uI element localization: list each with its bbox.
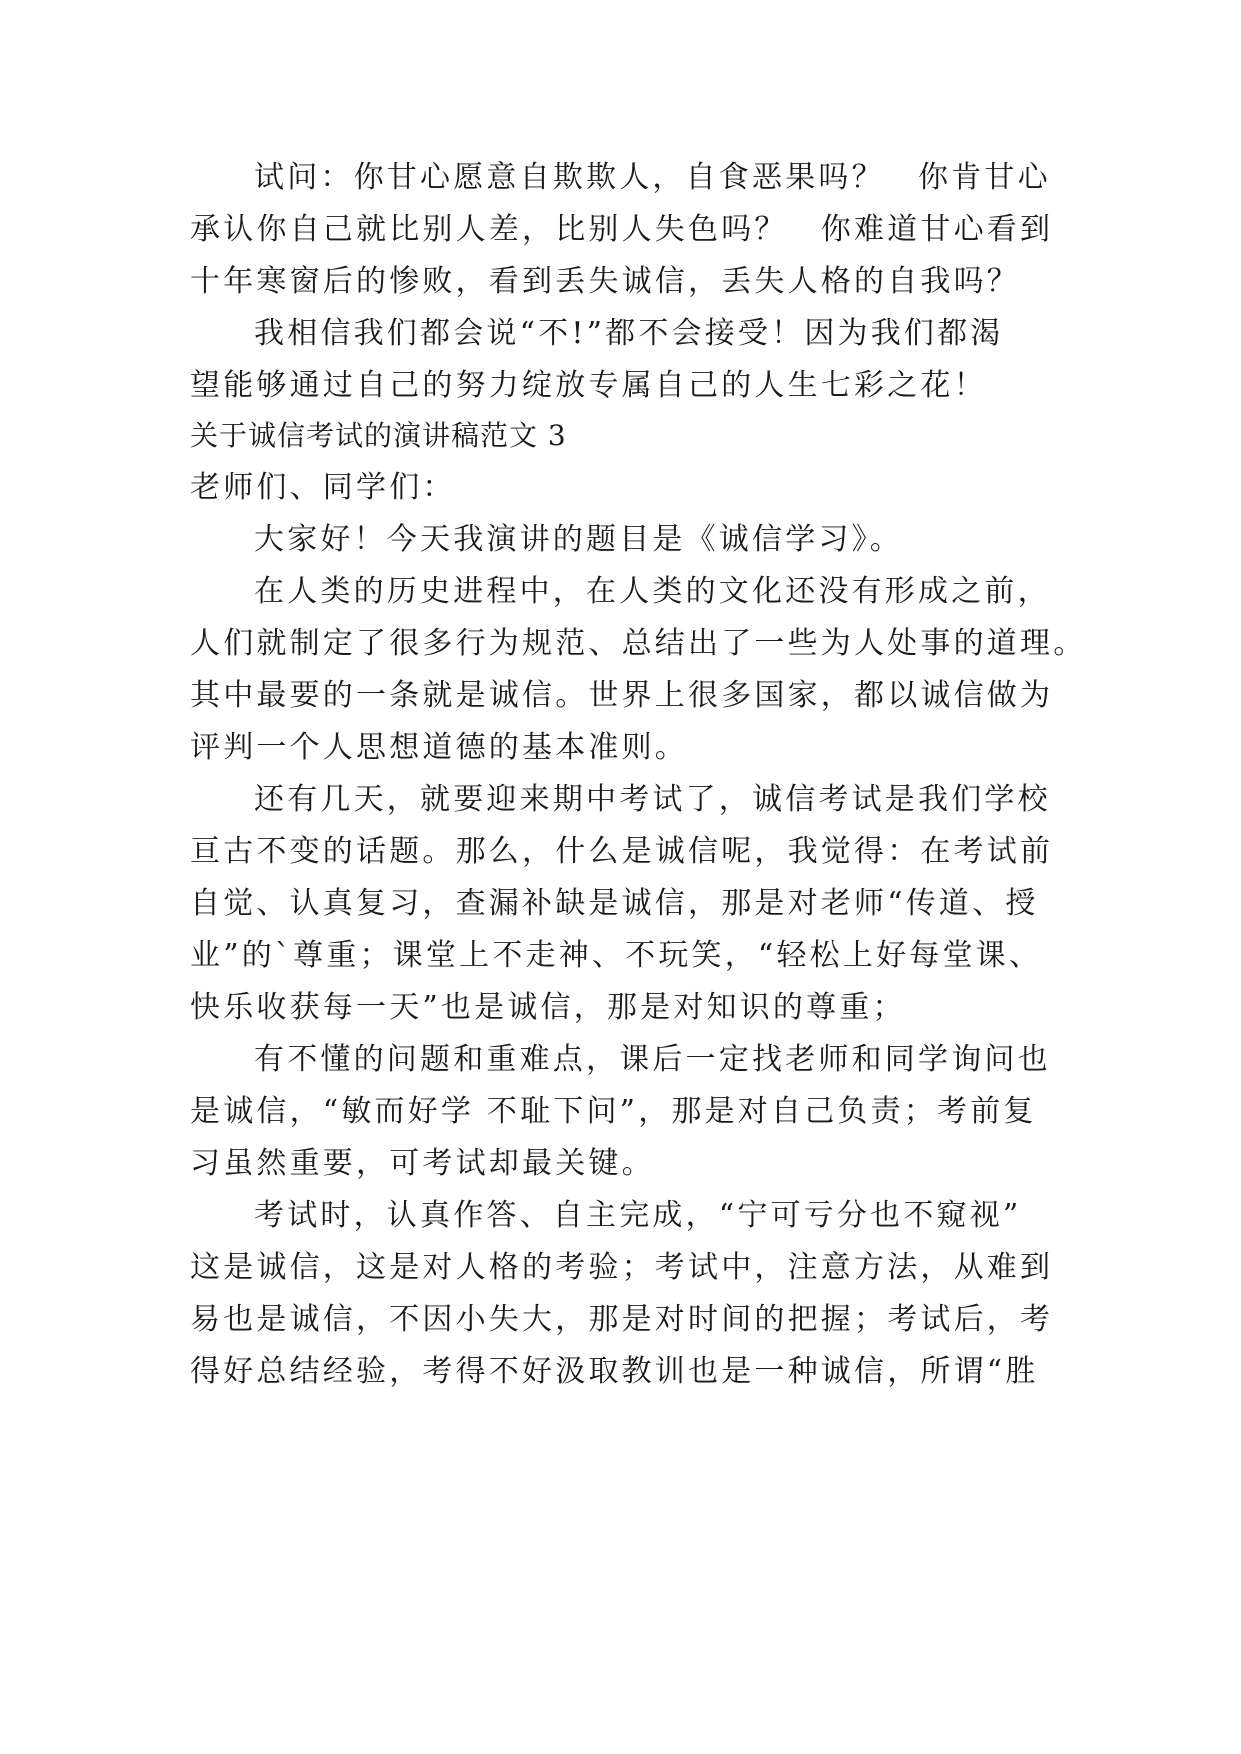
text-line: 大家好！今天我演讲的题目是《诚信学习》。 — [254, 522, 903, 557]
text-line: 考试时，认真作答、自主完成，“宁可亏分也不窥视” — [254, 1198, 1022, 1233]
text-line: 得好总结经验，考得不好汲取教训也是一种诚信，所谓“胜 — [190, 1354, 1039, 1389]
text-line: 亘古不变的话题。那么，什么是诚信呢，我觉得：在考试前 — [190, 834, 1054, 869]
text-line: 试问：你甘心愿意自欺欺人，自食恶果吗？ 你肯甘心 — [254, 160, 1051, 195]
text-line: 是诚信，“敏而好学 不耻下问”，那是对自己负责；考前复 — [190, 1094, 1037, 1129]
text-line: 承认你自己就比别人差，比别人失色吗？ 你难道甘心看到 — [190, 212, 1054, 247]
salutation: 老师们、同学们： — [190, 470, 456, 505]
text-line: 快乐收获每一天”也是诚信，那是对知识的尊重； — [190, 990, 906, 1025]
text-line: 人们就制定了很多行为规范、总结出了一些为人处事的道理。 — [190, 626, 1087, 661]
text-line: 评判一个人思想道德的基本准则。 — [190, 730, 688, 765]
section-heading: 关于诚信考试的演讲稿范文 3 — [190, 419, 567, 452]
text-line: 易也是诚信，不因小失大，那是对时间的把握；考试后，考 — [190, 1302, 1054, 1337]
text-line: 有不懂的问题和重难点，课后一定找老师和同学询问也 — [254, 1042, 1051, 1077]
text-line: 习虽然重要，可考试却最关键。 — [190, 1146, 655, 1181]
text-line: 其中最要的一条就是诚信。世界上很多国家，都以诚信做为 — [190, 678, 1054, 713]
text-line: 十年寒窗后的惨败，看到丢失诚信，丢失人格的自我吗？ — [190, 264, 1020, 299]
text-line: 自觉、认真复习，查漏补缺是诚信，那是对老师“传道、授 — [190, 886, 1039, 921]
text-line: 我相信我们都会说“不!”都不会接受！因为我们都渴 — [254, 316, 1004, 351]
text-line: 这是诚信，这是对人格的考验；考试中，注意方法，从难到 — [190, 1250, 1054, 1285]
text-line: 业”的`尊重；课堂上不走神、不玩笑，“轻松上好每堂课、 — [190, 938, 1043, 973]
text-line: 望能够通过自己的努力绽放专属自己的人生七彩之花！ — [190, 368, 987, 403]
text-line: 在人类的历史进程中，在人类的文化还没有形成之前， — [254, 574, 1051, 609]
text-line: 还有几天，就要迎来期中考试了，诚信考试是我们学校 — [254, 782, 1051, 817]
